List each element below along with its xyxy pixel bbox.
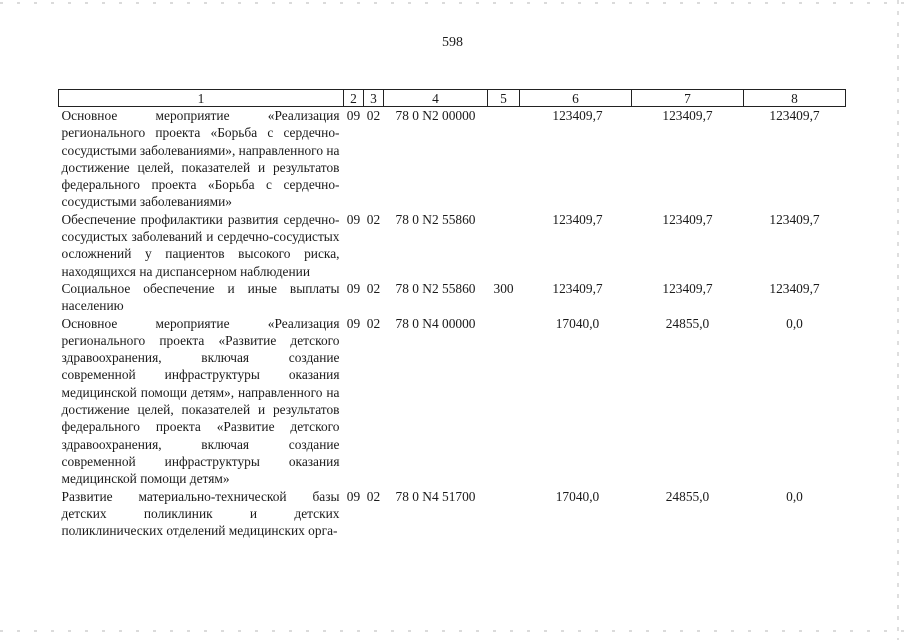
scan-edge-right	[897, 0, 899, 640]
row-name: Основное мероприятие «Реализация регионального проекта «Борьба с сердечно-сосудистыми заболеваниями», направленного на достижение целей, показателей и результатов федерального проекта «Борьба с сердечно-сосудистыми заболеваниями»	[61, 108, 340, 210]
header-col-8: 8	[744, 90, 846, 107]
scan-edge-bottom	[0, 630, 905, 632]
row-value-col8: 0,0	[786, 315, 803, 331]
row-subsection-code: 02	[366, 280, 381, 296]
row-expense-type	[488, 488, 520, 540]
row-section-code: 09	[346, 488, 361, 504]
header-col-5: 5	[488, 90, 520, 107]
table-header-row	[59, 90, 846, 107]
row-name: Социальное обеспечение и иные выплаты населению	[61, 280, 340, 314]
row-name: Развитие материально-технической базы детских поликлиник и детских поликлинических отделений медицинских орга-	[61, 488, 340, 539]
row-expense-type	[488, 315, 520, 488]
table-row	[59, 211, 846, 280]
row-target-article: 78 0 N2 55860	[395, 280, 476, 296]
row-target-article: 78 0 N4 00000	[395, 315, 476, 331]
row-section-code: 09	[346, 108, 361, 123]
row-section-code: 09	[346, 315, 361, 331]
header-col-4: 4	[384, 90, 488, 107]
scan-edge-top	[0, 2, 905, 4]
row-expense-type	[488, 211, 520, 280]
row-name: Обеспечение профилактики развития сердечно-сосудистых заболеваний и сердечно-сосудистых осложнений у пациентов высокого риска, находящихся на диспансерном наблюдении	[61, 211, 340, 279]
row-subsection-code: 02	[366, 315, 381, 331]
row-section-code: 09	[346, 211, 361, 227]
row-name: Основное мероприятие «Реализация регионального проекта «Развитие детского здравоохранения, включая создание современной инфраструктуры оказания медицинской помощи детям», направленного на достижение целей, показателей и результатов федерального проекта «Развитие детского здравоохранения, включая создание современной инфраструктуры оказания медицинской помощи детям»	[61, 315, 340, 487]
row-value-col7: 123409,7	[662, 211, 713, 227]
row-target-article: 78 0 N2 00000	[395, 108, 476, 123]
row-value-col6: 123409,7	[552, 108, 603, 123]
header-col-1: 1	[59, 90, 344, 107]
table-row	[59, 280, 846, 315]
table-row	[59, 107, 846, 211]
row-section-code: 09	[346, 280, 361, 296]
header-col-6: 6	[520, 90, 632, 107]
row-value-col7: 123409,7	[662, 108, 713, 123]
row-target-article: 78 0 N2 55860	[395, 211, 476, 227]
row-expense-type: 300	[493, 280, 514, 296]
row-value-col6: 17040,0	[555, 488, 600, 504]
table-row	[59, 315, 846, 488]
table-row	[59, 488, 846, 540]
row-value-col6: 123409,7	[552, 211, 603, 227]
row-subsection-code: 02	[366, 488, 381, 504]
row-value-col6: 17040,0	[555, 315, 600, 331]
budget-table	[58, 89, 846, 539]
row-value-col6: 123409,7	[552, 280, 603, 296]
header-col-7: 7	[632, 90, 744, 107]
row-value-col8: 0,0	[786, 488, 803, 504]
row-subsection-code: 02	[366, 108, 381, 123]
row-subsection-code: 02	[366, 211, 381, 227]
header-col-3: 3	[364, 90, 384, 107]
row-target-article: 78 0 N4 51700	[395, 488, 476, 504]
row-value-col7: 24855,0	[665, 488, 710, 504]
row-value-col8: 123409,7	[769, 211, 820, 227]
row-value-col8: 123409,7	[769, 280, 820, 296]
row-value-col7: 123409,7	[662, 280, 713, 296]
row-expense-type	[488, 107, 520, 211]
row-value-col7: 24855,0	[665, 315, 710, 331]
header-col-2: 2	[344, 90, 364, 107]
page-number: 598	[442, 35, 463, 50]
row-value-col8: 123409,7	[769, 108, 820, 123]
